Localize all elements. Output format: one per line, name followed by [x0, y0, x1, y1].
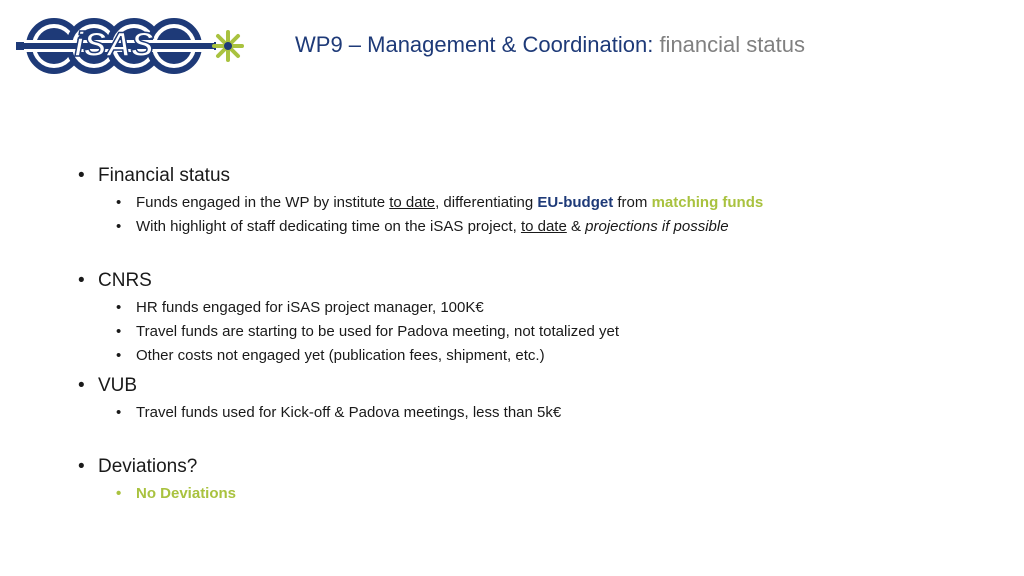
isas-logo	[14, 12, 246, 80]
bullet-icon: •	[78, 456, 85, 477]
section-cnrs: • CNRS	[78, 270, 152, 291]
bullet-icon: •	[116, 218, 122, 235]
section-deviations: • Deviations?	[78, 456, 198, 477]
bullet-icon: •	[116, 323, 122, 340]
bullet-icon: •	[116, 485, 122, 502]
svg-text:iSAS: iSAS	[74, 26, 154, 64]
bullet-icon: •	[78, 270, 85, 291]
bullet-icon: •	[78, 165, 85, 186]
list-item: • Other costs not engaged yet (publication fees, shipment, etc.)	[116, 347, 545, 364]
title-main: WP9 – Management & Coordination:	[295, 32, 654, 57]
list-item: • Travel funds are starting to be used for Padova meeting, not totalized yet	[116, 323, 620, 340]
bullet-icon: •	[116, 194, 122, 211]
list-item: • HR funds engaged for iSAS project manager, 100K€	[116, 299, 484, 316]
bullet-icon: •	[78, 375, 85, 396]
page-title	[295, 32, 805, 58]
bullet-icon: •	[116, 299, 122, 316]
title-sub: financial status	[659, 32, 805, 57]
bullet-icon: •	[116, 404, 122, 421]
list-item: • Travel funds used for Kick-off & Padova meetings, less than 5k€	[116, 404, 562, 421]
list-item: • With highlight of staff dedicating time on the iSAS project, to date & projections if possible	[116, 218, 729, 235]
list-item: • No Deviations	[116, 485, 237, 502]
bullet-icon: •	[116, 347, 122, 364]
section-vub: • VUB	[78, 375, 138, 396]
list-item: • Funds engaged in the WP by institute to date, differentiating EU-budget from matching funds	[116, 194, 764, 211]
section-financial-status: • Financial status	[78, 165, 231, 186]
